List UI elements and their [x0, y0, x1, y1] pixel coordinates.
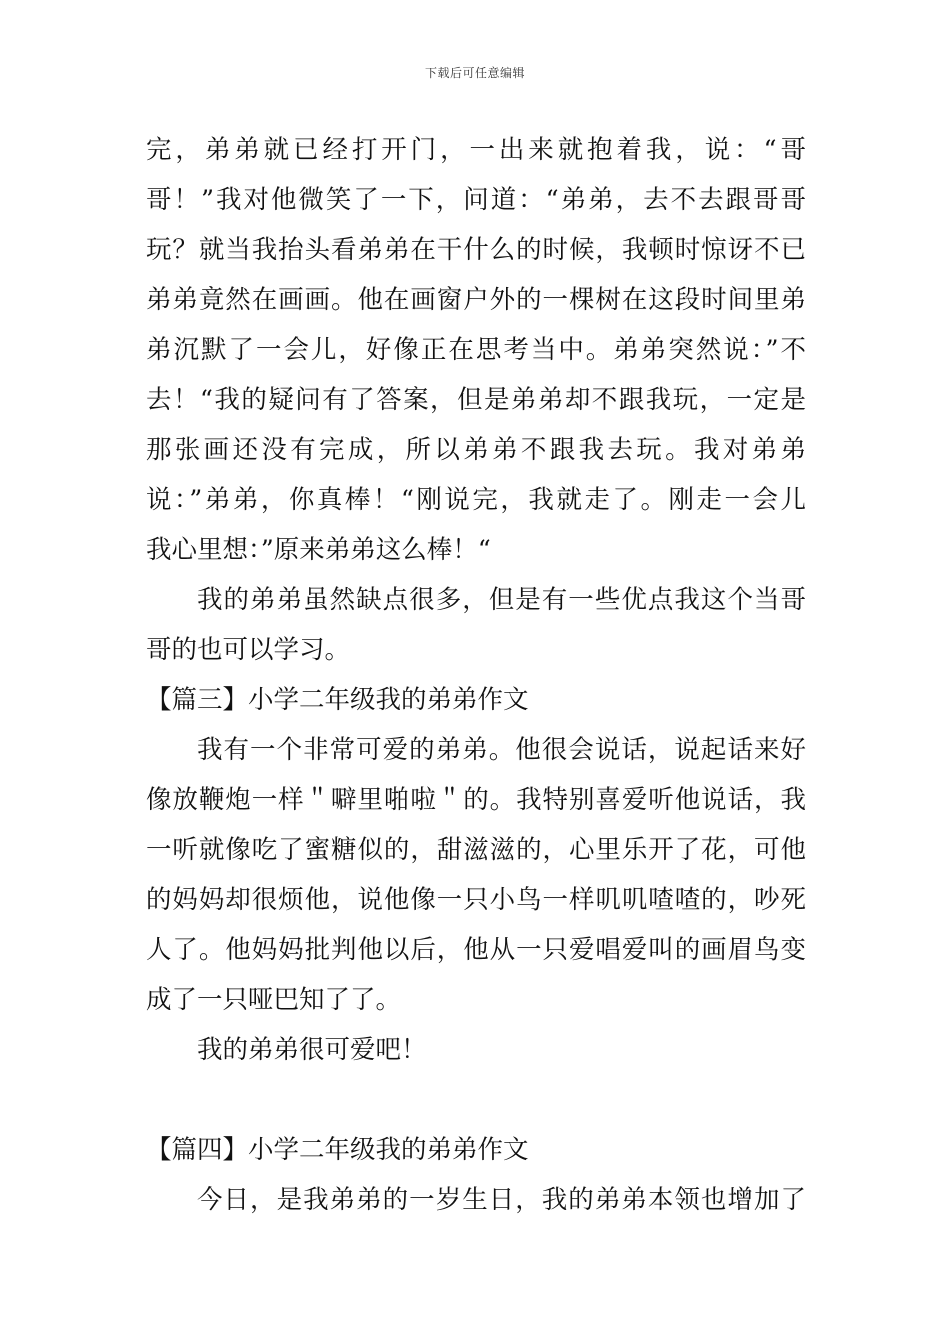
paragraph-line: 哥的也可以学习。 [146, 635, 351, 665]
paragraph-line: 说：”弟弟，你真棒！“刚说完，我就走了。刚走一会儿 [146, 485, 806, 515]
page-header: 下载后可任意编辑 [424, 66, 525, 80]
document-body [146, 125, 806, 1225]
section-heading-3: 【篇三】小学二年级我的弟弟作文 [146, 685, 529, 715]
paragraph-line: 我的弟弟很可爱吧！ [197, 1035, 427, 1065]
paragraph-line: 像放鞭炮一样＂噼里啪啦＂的。我特别喜爱听他说话，我 [146, 785, 806, 815]
paragraph-line: 玩？就当我抬头看弟弟在干什么的时候，我顿时惊讶不已 [146, 235, 806, 265]
paragraph-line: 我的弟弟虽然缺点很多，但是有一些优点我这个当哥 [197, 585, 806, 615]
paragraph-line: 去！“我的疑问有了答案，但是弟弟却不跟我玩，一定是 [146, 385, 806, 415]
paragraph-line: 人了。他妈妈批判他以后，他从一只爱唱爱叫的画眉鸟变 [146, 935, 806, 965]
paragraph-line: 今日，是我弟弟的一岁生日，我的弟弟本领也增加了 [197, 1185, 806, 1215]
blank-line [146, 1075, 806, 1125]
paragraph-line: 成了一只哑巴知了了。 [146, 985, 402, 1015]
paragraph-line: 那张画还没有完成，所以弟弟不跟我去玩。我对弟弟 [146, 435, 806, 465]
section-heading-4: 【篇四】小学二年级我的弟弟作文 [146, 1135, 529, 1165]
paragraph-line: 弟弟竟然在画画。他在画窗户外的一棵树在这段时间里弟 [146, 285, 806, 315]
paragraph-line: 一听就像吃了蜜糖似的，甜滋滋的，心里乐开了花，可他 [146, 835, 806, 865]
paragraph-line: 哥！”我对他微笑了一下，问道：“弟弟，去不去跟哥哥 [146, 185, 806, 215]
paragraph-line: 弟沉默了一会儿，好像正在思考当中。弟弟突然说：”不 [146, 335, 806, 365]
paragraph-line: 完，弟弟就已经打开门，一出来就抱着我，说：“哥 [146, 135, 806, 165]
paragraph-line: 我心里想：”原来弟弟这么棒！“ [146, 535, 491, 565]
paragraph-line: 我有一个非常可爱的弟弟。他很会说话，说起话来好 [197, 735, 806, 765]
paragraph-line: 的妈妈却很烦他，说他像一只小鸟一样叽叽喳喳的，吵死 [146, 885, 806, 915]
